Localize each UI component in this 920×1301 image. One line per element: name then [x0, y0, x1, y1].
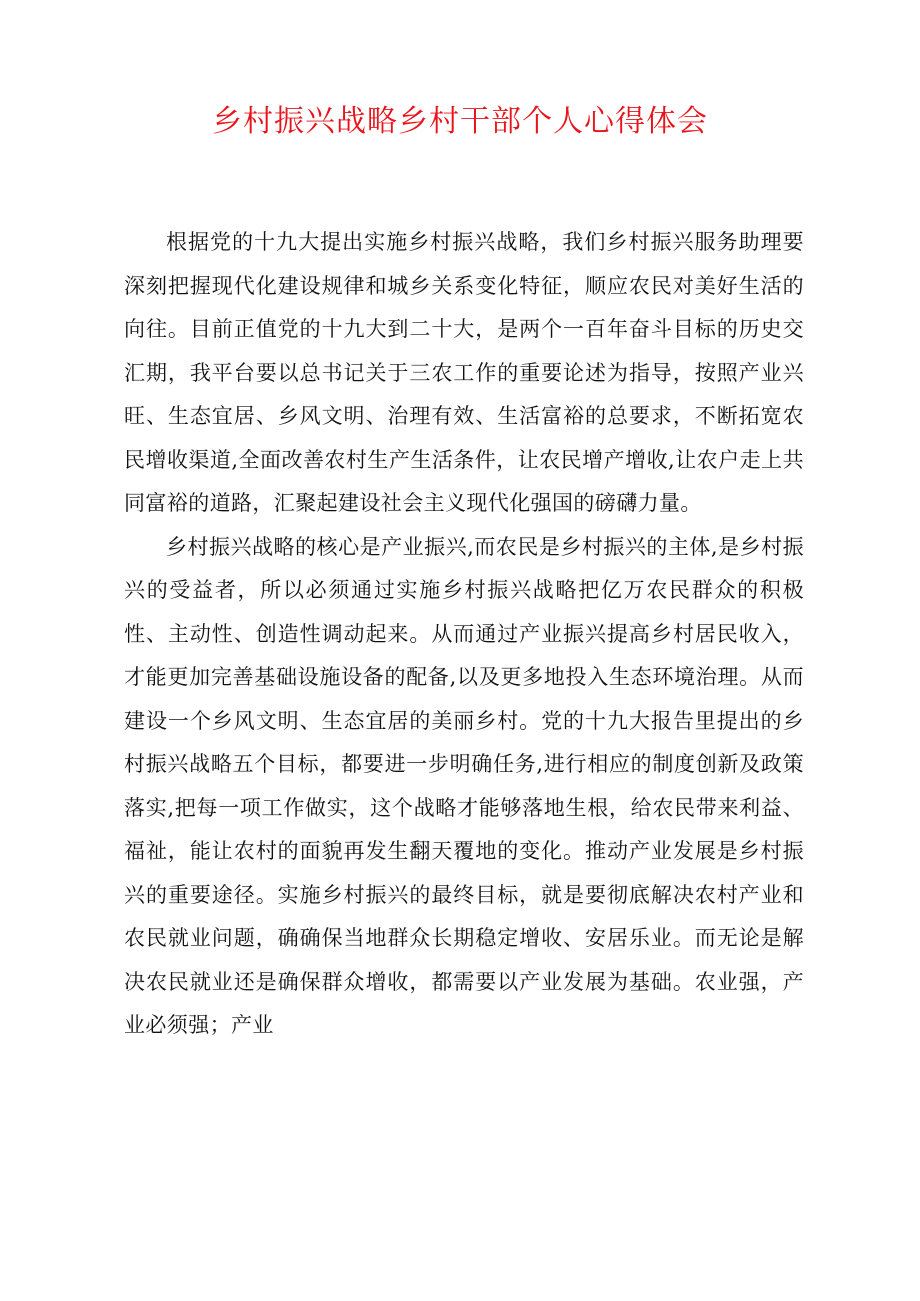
document-body — [124, 221, 804, 1048]
paragraph-2: 乡村振兴战略的核心是产业振兴,而农民是乡村振兴的主体,是乡村振兴的受益者，所以必须通过实施乡村振兴战略把亿万农民群众的积极性、主动性、创造性调动起来。从而通过产业振兴提高乡村居民收入，才能更加完善基础设施设备的配备,以及更多地投入生态环境治理。从而建设一个乡风文明、生态宜居的美丽乡村。党的十九大报告里提出的乡村振兴战略五个目标，都要进一步明确任务,进行相应的制度创新及政策落实,把每一项工作做实，这个战略才能够落地生根，给农民带来利益、福祉，能让农村的面貌再发生翻天覆地的变化。推动产业发展是乡村振兴的重要途径。实施乡村振兴的最终目标，就是要彻底解决农村产业和农民就业问题，确确保当地群众长期稳定增收、安居乐业。而无论是解决农民就业还是确保群众增收，都需要以产业发展为基础。农业强，产业必须强；产业 — [124, 534, 804, 1037]
document-title: 乡村振兴战略乡村干部个人心得体会 — [212, 104, 708, 139]
paragraph-1: 根据党的十九大提出实施乡村振兴战略，我们乡村振兴服务助理要深刻把握现代化建设规律和城乡关系变化特征，顺应农民对美好生活的向往。目前正值党的十九大到二十大，是两个一百年奋斗目标的历史交汇期，我平台要以总书记关于三农工作的重要论述为指导，按照产业兴旺、生态宜居、乡风文明、治理有效、生活富裕的总要求，不断拓宽农民增收渠道,全面改善农村生产生活条件，让农民增产增收,让农户走上共同富裕的道路，汇聚起建设社会主义现代化强国的磅礴力量。 — [124, 230, 804, 515]
